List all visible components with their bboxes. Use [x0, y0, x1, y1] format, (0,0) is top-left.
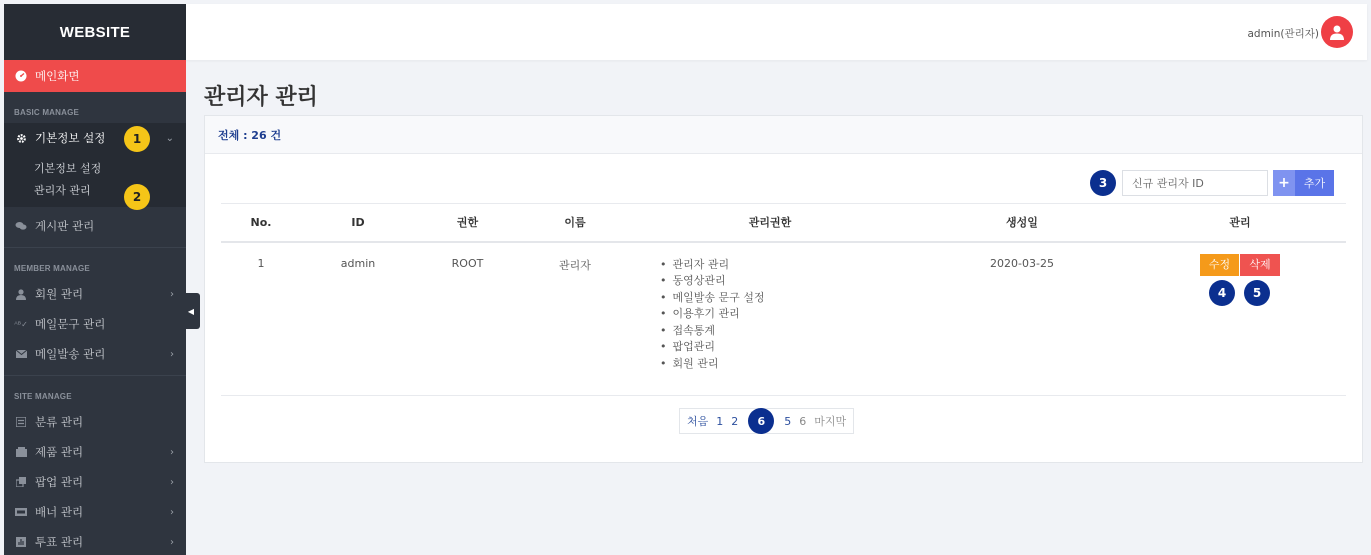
column-header-role[interactable]: 권한 — [415, 204, 520, 242]
cell-permissions — [630, 242, 910, 396]
list-item: • 메일발송 문구 설정 — [660, 290, 910, 307]
sidebar-item-main[interactable] — [4, 60, 186, 92]
annotation-marker-1: 1 — [124, 126, 150, 152]
section-member-manage: MEMBER MANAGE — [14, 264, 90, 273]
table-row — [221, 242, 1346, 396]
chevron-right-icon: › — [170, 288, 174, 300]
sidebar-item-label: 제품 관리 — [35, 445, 84, 459]
cell-id: admin — [340, 256, 376, 270]
add-admin-button[interactable] — [1273, 170, 1334, 196]
page-link[interactable]: 6 — [799, 414, 807, 428]
annotation-marker-2: 2 — [124, 184, 150, 210]
delete-button[interactable]: 삭제 — [1240, 254, 1280, 276]
page-title: 관리자 관리 — [204, 85, 318, 110]
page-first[interactable]: 처음 — [687, 415, 709, 428]
add-button-label: 추가 — [1303, 177, 1326, 190]
sidebar-item-mail-send[interactable] — [4, 339, 186, 369]
envelope-icon — [14, 347, 28, 361]
edit-button[interactable]: 수정 — [1200, 254, 1239, 276]
column-header-created[interactable]: 생성일 — [910, 204, 1134, 242]
copy-icon — [14, 475, 28, 489]
sidebar-item-label: 게시판 관리 — [35, 219, 95, 233]
chevron-right-icon: › — [170, 476, 174, 488]
pagination — [679, 408, 854, 434]
annotation-markers-row — [1134, 280, 1346, 310]
chevron-right-icon: › — [170, 536, 174, 548]
gear-icon — [14, 131, 28, 145]
sidebar-item-label: 회원 관리 — [35, 287, 84, 301]
column-header-id[interactable]: ID — [301, 204, 415, 242]
submenu-item-basic-info[interactable]: 기본정보 설정 — [34, 162, 102, 175]
list-item: • 접속통계 — [660, 323, 910, 340]
sidebar-item-label: 메인화면 — [35, 69, 80, 83]
sidebar-toggle-button[interactable] — [182, 293, 200, 329]
sidebar — [4, 4, 186, 555]
list-item: • 회원 관리 — [660, 356, 910, 373]
brand-logo[interactable]: WEBSITE — [4, 4, 186, 60]
user-name[interactable]: admin(관리자) — [1247, 28, 1319, 40]
caret-left-icon: ◀ — [187, 306, 195, 316]
sidebar-item-mail-text[interactable] — [4, 309, 186, 339]
column-header-permissions[interactable]: 관리권한 — [630, 204, 910, 242]
chevron-right-icon: › — [170, 506, 174, 518]
new-admin-id-input[interactable] — [1122, 170, 1268, 196]
add-admin-form — [1090, 170, 1334, 196]
annotation-marker-4: 4 — [1209, 280, 1235, 306]
sidebar-item-label: 팝업 관리 — [35, 475, 84, 489]
sidebar-item-members[interactable] — [4, 279, 186, 309]
cell-no: 1 — [257, 256, 265, 270]
column-header-no[interactable]: No. — [221, 204, 301, 242]
cell-actions — [1134, 242, 1346, 396]
list-item: • 이용후기 관리 — [660, 306, 910, 323]
poll-icon — [14, 535, 28, 549]
sidebar-item-products[interactable] — [4, 437, 186, 467]
page-link[interactable]: 1 — [716, 414, 724, 428]
sidebar-item-label: 배너 관리 — [35, 505, 84, 519]
column-header-name[interactable]: 이름 — [520, 204, 630, 242]
plus-icon: + — [1273, 170, 1295, 196]
chevron-right-icon: › — [170, 446, 174, 458]
table-header-row — [221, 204, 1346, 242]
total-count: 전체 : 26 건 — [205, 116, 1362, 154]
admin-list-card — [204, 115, 1363, 463]
page-link[interactable]: 5 — [784, 414, 792, 428]
sidebar-item-label: 메일발송 관리 — [35, 347, 106, 361]
user-icon — [14, 287, 28, 301]
sidebar-item-label: 기본정보 설정 — [35, 131, 106, 145]
permission-list — [660, 257, 910, 373]
annotation-marker-5: 5 — [1244, 280, 1270, 306]
sidebar-item-label: 분류 관리 — [35, 415, 84, 429]
section-site-manage: SITE MANAGE — [14, 392, 72, 401]
list-icon — [14, 415, 28, 429]
cell-role: ROOT — [451, 256, 484, 270]
section-basic-manage: BASIC MANAGE — [14, 108, 80, 117]
sidebar-item-popup[interactable] — [4, 467, 186, 497]
spellcheck-icon: ᴬᴮ✓ — [14, 319, 28, 329]
chevron-right-icon: › — [170, 348, 174, 360]
submenu-basic — [4, 153, 186, 207]
chevron-down-icon: ⌄ — [165, 132, 174, 144]
sidebar-item-label: 메일문구 관리 — [35, 317, 106, 331]
sidebar-item-category[interactable] — [4, 407, 186, 437]
submenu-item-admin-manage[interactable]: 관리자 관리 — [34, 184, 91, 197]
page-current[interactable]: 6 — [748, 408, 774, 434]
dashboard-icon — [14, 69, 28, 83]
sidebar-item-board[interactable] — [4, 211, 186, 241]
cell-created: 2020-03-25 — [990, 256, 1054, 270]
list-item: • 팝업관리 — [660, 339, 910, 356]
sidebar-item-basic-info[interactable] — [4, 123, 186, 153]
cell-name: 관리자 — [559, 258, 591, 272]
column-header-manage: 관리 — [1134, 204, 1346, 242]
sidebar-item-label: 투표 관리 — [35, 535, 84, 549]
admin-table — [221, 203, 1346, 396]
sidebar-item-vote[interactable] — [4, 527, 186, 555]
user-icon — [1330, 25, 1344, 40]
sidebar-item-banner[interactable] — [4, 497, 186, 527]
top-bar — [186, 4, 1367, 60]
avatar[interactable] — [1321, 16, 1353, 48]
page-link[interactable]: 2 — [731, 414, 739, 428]
list-item: • 관리자 관리 — [660, 257, 910, 274]
ad-icon — [14, 505, 28, 519]
comments-icon — [14, 219, 28, 233]
list-item: • 동영상관리 — [660, 273, 910, 290]
annotation-marker-3: 3 — [1090, 170, 1116, 196]
page-last[interactable]: 마지막 — [814, 415, 847, 428]
box-icon — [14, 445, 28, 459]
